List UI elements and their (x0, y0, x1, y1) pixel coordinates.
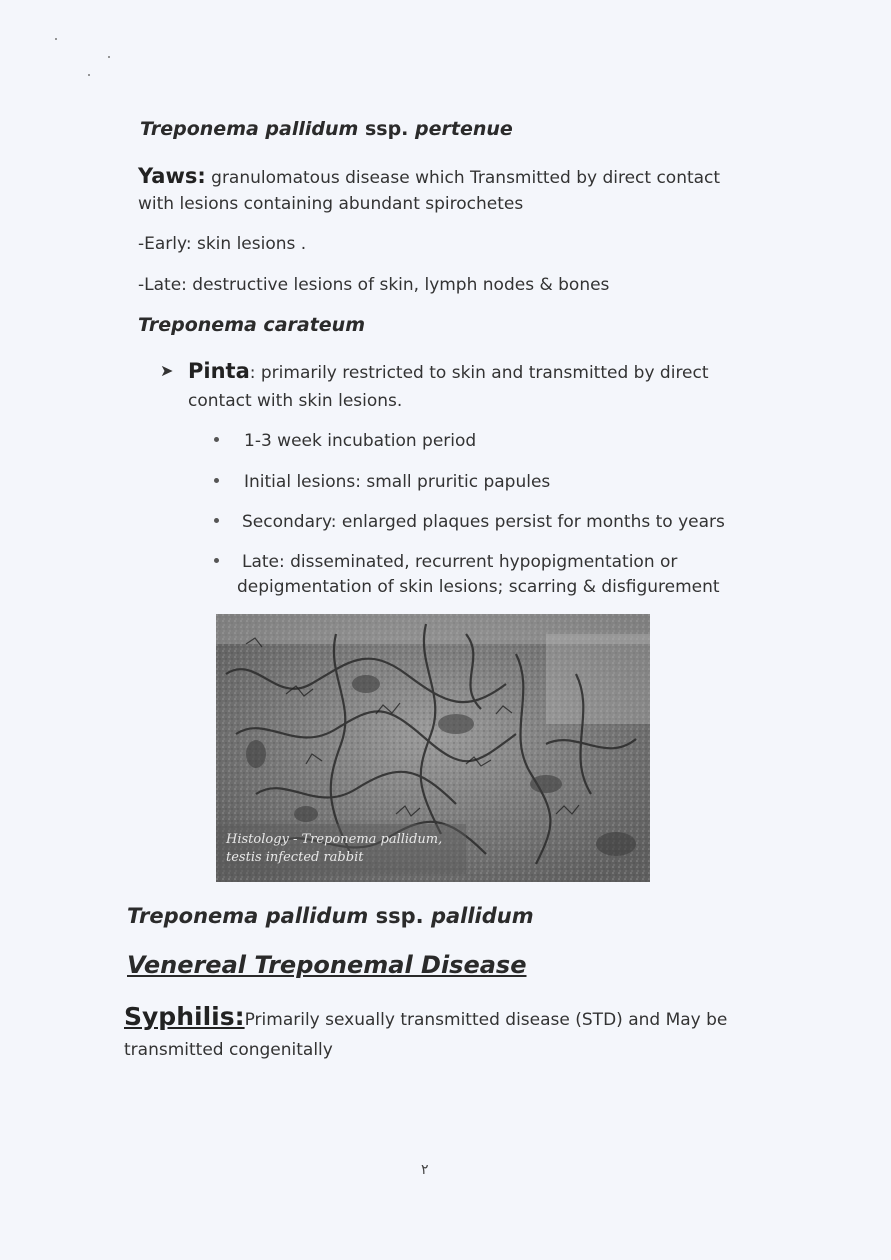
syphilis-paragraph (124, 1004, 727, 1033)
pinta-paragraph (160, 358, 173, 384)
syphilis-label: Syphilis: (124, 1002, 245, 1031)
syphilis-line-1: Primarily sexually transmitted disease (STD) and May be (244, 1010, 728, 1030)
pinta-text-1: : primarily restricted to skin and transmitted by direct (249, 363, 709, 383)
bullet-icon (214, 518, 219, 523)
micrograph-caption-line-1: Histology - Treponema pallidum, (226, 832, 443, 847)
scan-speck (55, 38, 57, 40)
syphilis-line-2: transmitted congenitally (124, 1040, 333, 1060)
bullet-text: Initial lesions: small pruritic papules (244, 472, 551, 492)
arrow-bullet-icon: ➤ (160, 361, 174, 380)
bullet-4-line-2: depigmentation of skin lesions; scarring & disfigurement (237, 577, 720, 597)
yaws-line-1: granulomatous disease which Transmitted by direct contact (211, 168, 721, 188)
venereal-title: Venereal Treponemal Disease (127, 951, 527, 979)
pinta-label: Pinta (188, 359, 250, 383)
bullet-text: Late: disseminated, recurrent hypopigmentation or (242, 552, 678, 572)
heading-subspecies: pallidum (430, 904, 534, 928)
yaws-label: Yaws: (138, 164, 206, 188)
yaws-early: -Early: skin lesions . (138, 234, 307, 254)
heading-ssp: ssp. (375, 904, 424, 928)
yaws-line-2: with lesions containing abundant spirochetes (138, 194, 524, 214)
carateum-heading: Treponema carateum (138, 314, 365, 336)
pallidum-heading (127, 904, 534, 928)
pinta-line-1 (188, 358, 709, 386)
histology-micrograph (216, 614, 650, 882)
bullet-icon (214, 437, 219, 442)
heading-ssp: ssp. (364, 118, 409, 140)
bullet-icon (214, 558, 219, 563)
heading-genus-species: Treponema pallidum (127, 904, 369, 928)
bullet-text: 1-3 week incubation period (244, 431, 477, 451)
pinta-line-2: contact with skin lesions. (188, 391, 403, 411)
micrograph-caption-line-2: testis infected rabbit (226, 850, 364, 865)
scan-speck (88, 74, 90, 76)
scan-speck (108, 56, 110, 58)
page-number: ٢ (421, 1162, 429, 1178)
heading-subspecies: pertenue (415, 118, 513, 140)
heading-genus-species: Treponema pallidum (140, 118, 359, 140)
yaws-late: -Late: destructive lesions of skin, lymph nodes & bones (138, 275, 610, 295)
pertenue-heading (140, 118, 513, 140)
bullet-text: Secondary: enlarged plaques persist for months to years (242, 512, 725, 532)
yaws-paragraph (138, 163, 720, 191)
bullet-icon (214, 478, 219, 483)
